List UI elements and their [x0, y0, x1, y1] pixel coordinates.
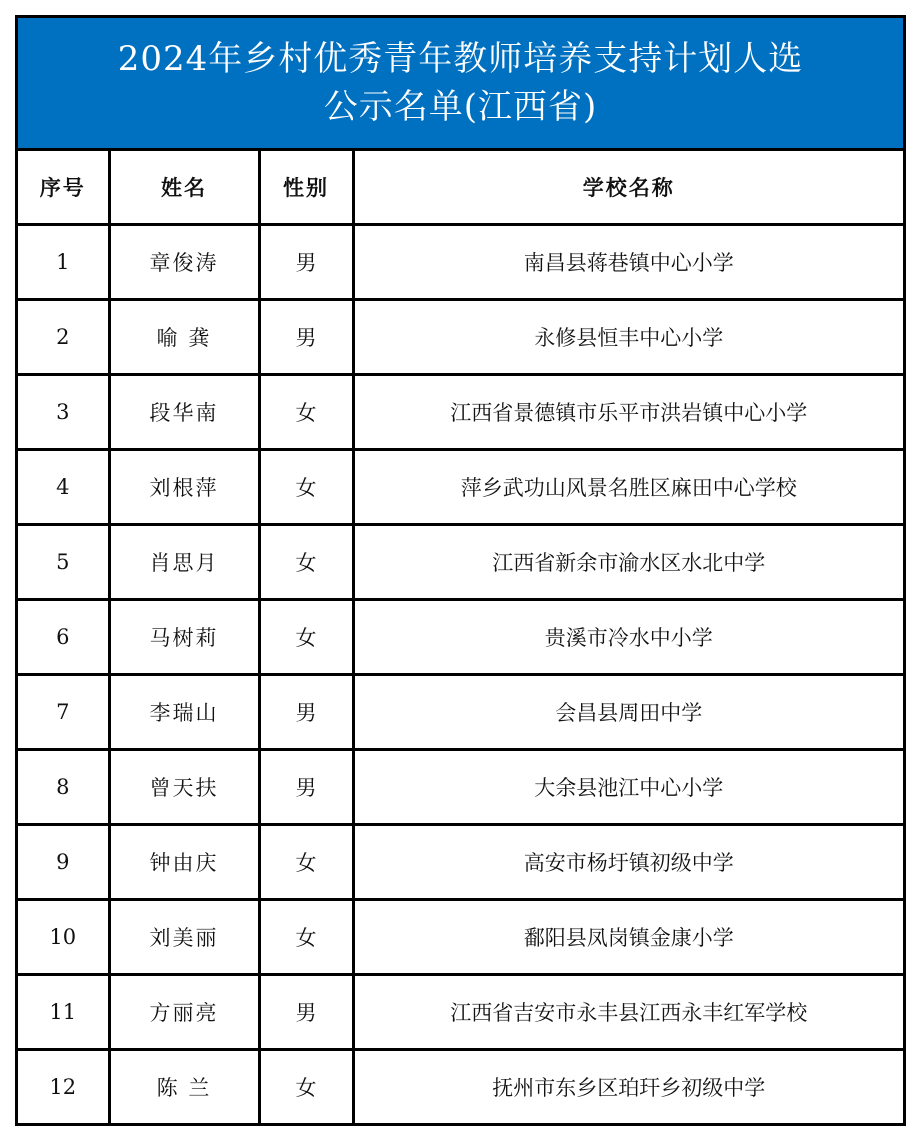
cell-name: 刘美丽 — [109, 900, 259, 975]
table-row — [18, 600, 903, 675]
cell-school: 南昌县蒋巷镇中心小学 — [353, 225, 903, 300]
cell-gender: 女 — [259, 600, 353, 675]
cell-gender: 男 — [259, 975, 353, 1050]
table-row — [18, 375, 903, 450]
table-row — [18, 825, 903, 900]
cell-name: 肖思月 — [109, 525, 259, 600]
cell-index: 1 — [18, 225, 109, 300]
cell-gender: 女 — [259, 450, 353, 525]
candidate-table — [18, 151, 903, 1123]
cell-gender: 女 — [259, 525, 353, 600]
cell-school: 贵溪市冷水中小学 — [353, 600, 903, 675]
table-row — [18, 750, 903, 825]
cell-index: 9 — [18, 825, 109, 900]
table-row — [18, 525, 903, 600]
cell-school: 抚州市东乡区珀玕乡初级中学 — [353, 1050, 903, 1124]
cell-name: 章俊涛 — [109, 225, 259, 300]
cell-name: 李瑞山 — [109, 675, 259, 750]
cell-index: 7 — [18, 675, 109, 750]
cell-gender: 女 — [259, 825, 353, 900]
table-row — [18, 1050, 903, 1124]
cell-gender: 女 — [259, 375, 353, 450]
column-header-name: 姓名 — [109, 151, 259, 225]
cell-name: 马树莉 — [109, 600, 259, 675]
table-row — [18, 225, 903, 300]
table-row — [18, 975, 903, 1050]
table-row — [18, 450, 903, 525]
cell-index: 3 — [18, 375, 109, 450]
cell-gender: 男 — [259, 675, 353, 750]
cell-school: 永修县恒丰中心小学 — [353, 300, 903, 375]
cell-school: 会昌县周田中学 — [353, 675, 903, 750]
title-banner — [18, 18, 903, 151]
cell-index: 8 — [18, 750, 109, 825]
cell-school: 大余县池江中心小学 — [353, 750, 903, 825]
title-line-2: 公示名单(江西省) — [323, 87, 598, 127]
cell-gender: 男 — [259, 300, 353, 375]
cell-index: 11 — [18, 975, 109, 1050]
cell-school: 江西省景德镇市乐平市洪岩镇中心小学 — [353, 375, 903, 450]
cell-gender: 男 — [259, 750, 353, 825]
cell-name: 刘根萍 — [109, 450, 259, 525]
cell-name: 曾天扶 — [109, 750, 259, 825]
cell-school: 鄱阳县凤岗镇金康小学 — [353, 900, 903, 975]
cell-school: 萍乡武功山风景名胜区麻田中心学校 — [353, 450, 903, 525]
cell-gender: 女 — [259, 1050, 353, 1124]
cell-school: 高安市杨圩镇初级中学 — [353, 825, 903, 900]
cell-index: 4 — [18, 450, 109, 525]
cell-index: 6 — [18, 600, 109, 675]
cell-name: 陈 兰 — [109, 1050, 259, 1124]
title-line-1: 2024年乡村优秀青年教师培养支持计划人选 — [117, 39, 804, 79]
table-row — [18, 300, 903, 375]
cell-name: 喻 龚 — [109, 300, 259, 375]
cell-index: 12 — [18, 1050, 109, 1124]
cell-gender: 女 — [259, 900, 353, 975]
candidate-list-sheet — [15, 15, 906, 1126]
column-header-school: 学校名称 — [353, 151, 903, 225]
table-row — [18, 675, 903, 750]
table-row — [18, 900, 903, 975]
cell-name: 钟由庆 — [109, 825, 259, 900]
cell-gender: 男 — [259, 225, 353, 300]
cell-name: 方丽亮 — [109, 975, 259, 1050]
cell-school: 江西省吉安市永丰县江西永丰红军学校 — [353, 975, 903, 1050]
table-header-row — [18, 151, 903, 225]
column-header-gender: 性别 — [259, 151, 353, 225]
cell-index: 5 — [18, 525, 109, 600]
cell-index: 10 — [18, 900, 109, 975]
column-header-index: 序号 — [18, 151, 109, 225]
cell-name: 段华南 — [109, 375, 259, 450]
cell-index: 2 — [18, 300, 109, 375]
cell-school: 江西省新余市渝水区水北中学 — [353, 525, 903, 600]
